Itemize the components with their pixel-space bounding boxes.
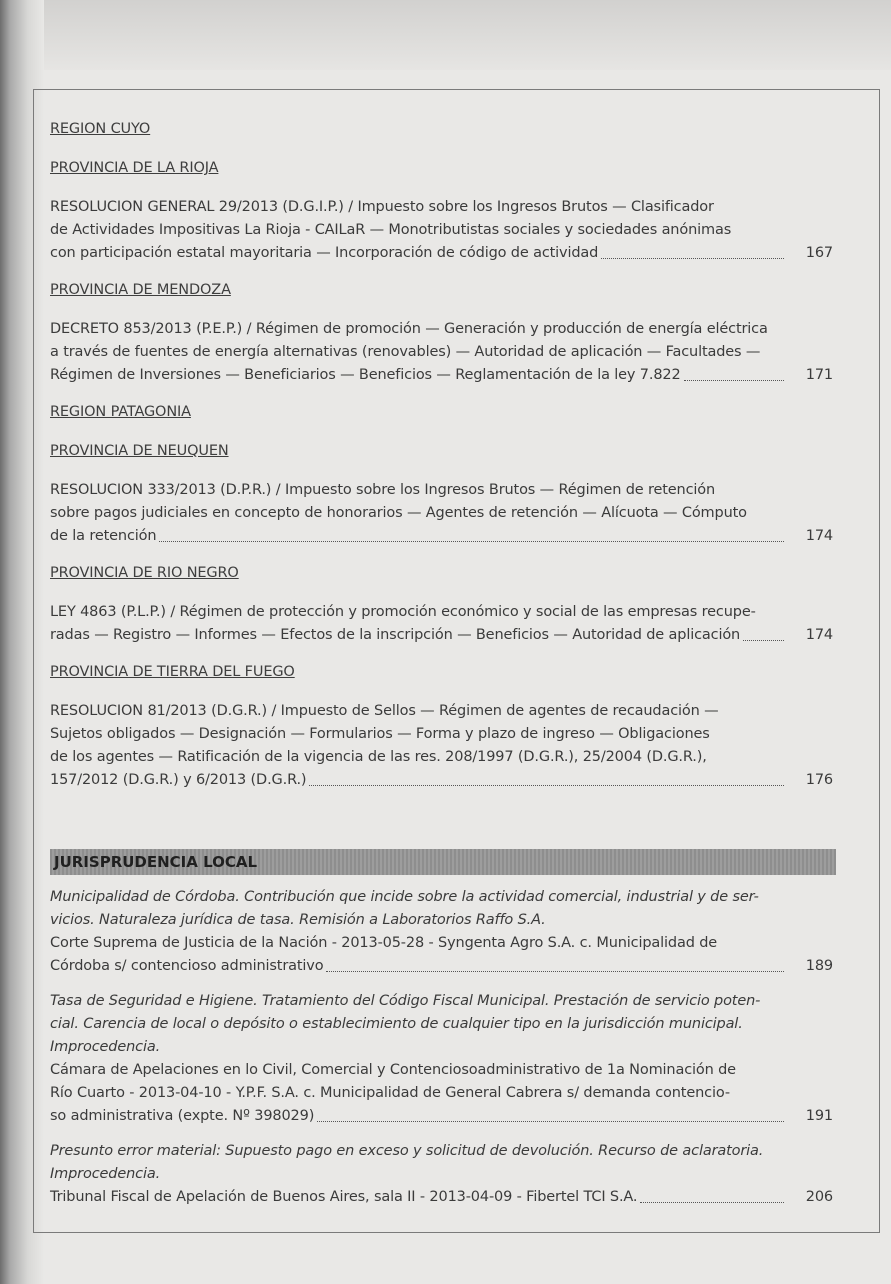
case-court-line: Corte Suprema de Justicia de la Nación - 2013-05-28 - Syngenta Agro S.A. c. Municipalidad de: [50, 935, 718, 951]
jurisprudence-list: [50, 886, 833, 1221]
toc-entry-line: RESOLUCION 333/2013 (D.P.R.) / Impuesto sobre los Ingresos Brutos — Régimen de retención: [50, 482, 716, 498]
toc-entry-line: de la retención: [50, 528, 157, 544]
case-court-line: Cámara de Apelaciones en lo Civil, Comercial y Contenciosoadministrativo de 1a Nominación de: [50, 1062, 736, 1078]
toc-entry-last-line: [50, 242, 833, 265]
case-title-line: Improcedencia.: [50, 1166, 161, 1182]
dot-leader: [317, 1121, 784, 1122]
dot-leader: [684, 380, 784, 381]
toc-entry[interactable]: [50, 479, 833, 548]
case-title-line: vicios. Naturaleza jurídica de tasa. Remisión a Laboratorios Raffo S.A.: [50, 912, 546, 928]
section-heading: PROVINCIA DE MENDOZA: [50, 282, 231, 298]
toc-entry-line: a través de fuentes de energía alternativas (renovables) — Autoridad de aplicación — Facultades —: [50, 344, 761, 360]
dot-leader: [326, 971, 784, 972]
toc-entry-line: LEY 4863 (P.L.P.) / Régimen de protección y promoción económico y social de las empresas recupe-: [50, 604, 756, 620]
dot-leader: [743, 640, 784, 641]
dot-leader: [640, 1202, 784, 1203]
toc-entry-text: [50, 318, 833, 387]
section-heading: REGION PATAGONIA: [50, 404, 191, 420]
case-court-last-line: [50, 1186, 833, 1209]
toc-entry-text: [50, 601, 833, 647]
toc-entry-last-line: [50, 624, 833, 647]
toc-entry-line: de Actividades Impositivas La Rioja - CAILaR — Monotributistas sociales y sociedades anónimas: [50, 222, 732, 238]
case-court-last-line: [50, 955, 833, 978]
page-number: 167: [805, 245, 833, 261]
toc-entry-line: sobre pagos judiciales en concepto de honorarios — Agentes de retención — Alícuota — Cómputo: [50, 505, 747, 521]
section-heading: REGION CUYO: [50, 121, 151, 137]
toc-entry-line: con participación estatal mayoritaria — Incorporación de código de actividad: [50, 245, 599, 261]
toc-entry[interactable]: [50, 318, 833, 387]
case-title-line: Improcedencia.: [50, 1039, 161, 1055]
toc-entry-last-line: [50, 525, 833, 548]
section-band-label: JURISPRUDENCIA LOCAL: [54, 853, 258, 871]
toc-entry-line: 157/2012 (D.G.R.) y 6/2013 (D.G.R.): [50, 772, 307, 788]
section-heading: PROVINCIA DE NEUQUEN: [50, 443, 229, 459]
case-court-last-line: [50, 1105, 833, 1128]
page-number: 174: [805, 528, 833, 544]
page-number: 206: [805, 1189, 833, 1205]
toc-entry-last-line: [50, 364, 833, 387]
page-number: 176: [805, 772, 833, 788]
section-heading: PROVINCIA DE LA RIOJA: [50, 160, 219, 176]
page-number: 191: [805, 1108, 833, 1124]
toc-entry-line: DECRETO 853/2013 (P.E.P.) / Régimen de promoción — Generación y producción de energía eléctrica: [50, 321, 768, 337]
dot-leader: [159, 541, 784, 542]
toc-entry-last-line: [50, 769, 833, 792]
case-court-line: Córdoba s/ contencioso administrativo: [50, 958, 324, 974]
toc-entry-line: radas — Registro — Informes — Efectos de la inscripción — Beneficios — Autoridad de aplicación: [50, 627, 741, 643]
section-band-jurisprudencia: [50, 849, 836, 875]
case-court-line: Río Cuarto - 2013-04-10 - Y.P.F. S.A. c. Municipalidad de General Cabrera s/ demanda contencio-: [50, 1085, 730, 1101]
case-court-line: Tribunal Fiscal de Apelación de Buenos Aires, sala II - 2013-04-09 - Fibertel TCI S.A.: [50, 1189, 638, 1205]
toc-entry-text: [50, 479, 833, 548]
dot-leader: [309, 785, 784, 786]
toc-entry-line: de los agentes — Ratificación de la vigencia de las res. 208/1997 (D.G.R.), 25/2004 (D.G.R.),: [50, 749, 707, 765]
table-of-contents: [50, 118, 833, 806]
section-heading: PROVINCIA DE TIERRA DEL FUEGO: [50, 664, 295, 680]
toc-entry-line: RESOLUCION 81/2013 (D.G.R.) / Impuesto de Sellos — Régimen de agentes de recaudación —: [50, 703, 719, 719]
section-heading: PROVINCIA DE RIO NEGRO: [50, 565, 239, 581]
toc-entry[interactable]: [50, 700, 833, 792]
toc-entry-line: Sujetos obligados — Designación — Formularios — Forma y plazo de ingreso — Obligaciones: [50, 726, 710, 742]
page-number: 174: [805, 627, 833, 643]
case-entry[interactable]: [50, 990, 833, 1128]
case-entry[interactable]: [50, 1140, 833, 1209]
case-title-line: Municipalidad de Córdoba. Contribución que incide sobre la actividad comercial, industrial y de ser-: [50, 889, 759, 905]
toc-entry[interactable]: [50, 196, 833, 265]
page-number: 189: [805, 958, 833, 974]
case-title-line: Presunto error material: Supuesto pago en exceso y solicitud de devolución. Recurso de aclaratoria.: [50, 1143, 764, 1159]
case-court-line: so administrativa (expte. Nº 398029): [50, 1108, 315, 1124]
toc-entry[interactable]: [50, 601, 833, 647]
case-title-line: Tasa de Seguridad e Higiene. Tratamiento del Código Fiscal Municipal. Prestación de servicio poten-: [50, 993, 761, 1009]
toc-entry-text: [50, 700, 833, 792]
toc-entry-line: RESOLUCION GENERAL 29/2013 (D.G.I.P.) / Impuesto sobre los Ingresos Brutos — Clasificador: [50, 199, 714, 215]
case-title-line: cial. Carencia de local o depósito o establecimiento de cualquier tipo en la jurisdicción municipal.: [50, 1016, 743, 1032]
case-entry[interactable]: [50, 886, 833, 978]
page-number: 171: [805, 367, 833, 383]
page-shadow-top: [0, 0, 891, 70]
dot-leader: [601, 258, 784, 259]
toc-entry-text: [50, 196, 833, 265]
toc-entry-line: Régimen de Inversiones — Beneficiarios — Beneficios — Reglamentación de la ley 7.822: [50, 367, 681, 383]
